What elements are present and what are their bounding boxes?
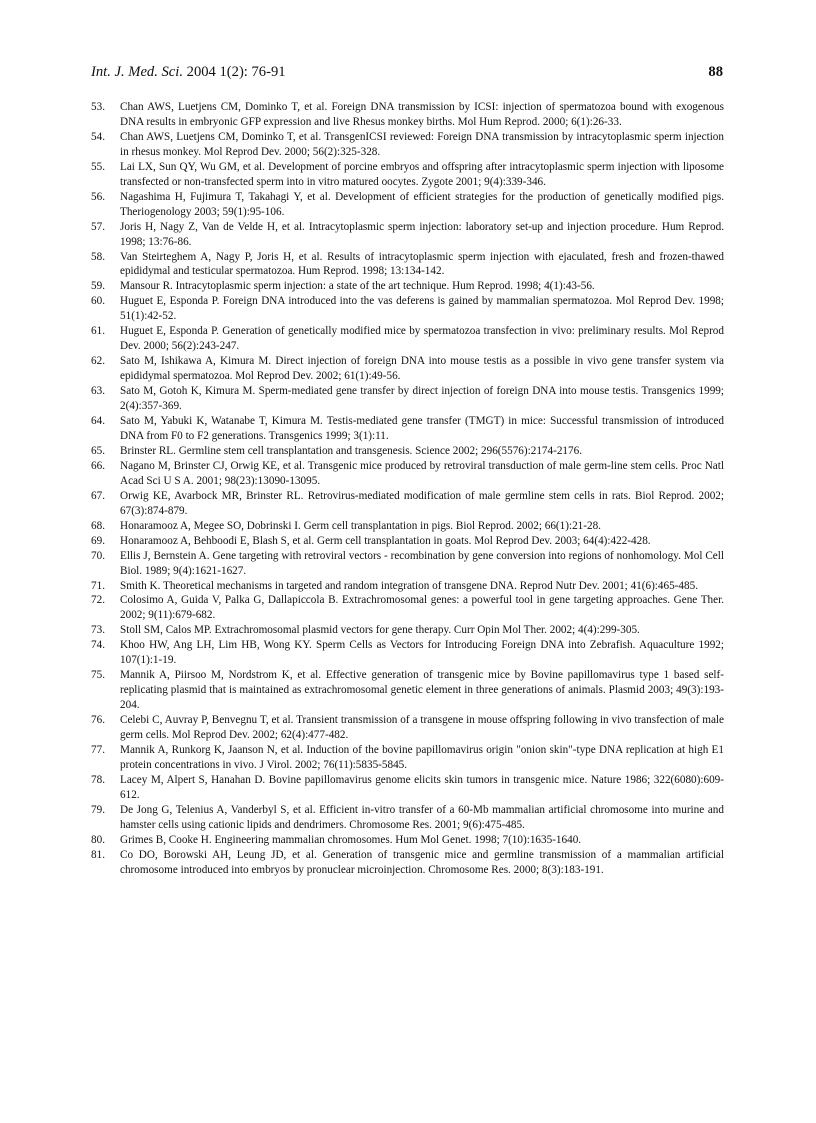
reference-number: 57. <box>91 220 105 233</box>
reference-number: 68. <box>91 519 105 532</box>
reference-item <box>91 593 724 623</box>
reference-number: 61. <box>91 325 105 338</box>
reference-list <box>91 100 724 878</box>
reference-text: Chan AWS, Luetjens CM, Dominko T, et al. Foreign DNA transmission by ICSI: injection of spermatozoa bound with exogenous DNA results in embryonic GFP expression and live Rhesus monkey births. Mol Hum Reprod. 2000; 6(1):26-33. <box>120 101 724 128</box>
reference-number: 59. <box>91 280 105 293</box>
reference-item <box>91 773 724 803</box>
reference-number: 70. <box>91 549 105 562</box>
reference-item <box>91 459 724 489</box>
reference-number: 78. <box>91 773 105 786</box>
reference-number: 75. <box>91 669 105 682</box>
reference-item <box>91 384 724 414</box>
reference-number: 73. <box>91 624 105 637</box>
reference-text: Honaramooz A, Behboodi E, Blash S, et al. Germ cell transplantation in goats. Mol Reprod Dev. 2003; 64(4):422-428. <box>120 534 651 547</box>
reference-item <box>91 190 724 220</box>
reference-number: 53. <box>91 101 105 113</box>
reference-text: Joris H, Nagy Z, Van de Velde H, et al. Intracytoplasmic sperm injection: laboratory set-up and injection procedure. Hum Reprod. 1998; 13:76-86. <box>120 220 724 248</box>
reference-item <box>91 848 724 878</box>
reference-text: Mannik A, Piirsoo M, Nordstrom K, et al. Effective generation of transgenic mice by Bovine papillomavirus type 1 based self-replicating plasmid that is maintained as extrachromosomal genetic element in three generations of animals. Plasmid 2003; 49(3):193-204. <box>120 669 724 712</box>
reference-number: 77. <box>91 743 105 756</box>
reference-text: Nagashima H, Fujimura T, Takahagi Y, et al. Development of efficient strategies for the production of genetically modified pigs. Theriogenology 2003; 59(1):95-106. <box>120 190 724 218</box>
reference-item <box>91 414 724 444</box>
reference-item <box>91 579 724 594</box>
reference-text: Sato M, Yabuki K, Watanabe T, Kimura M. Testis-mediated gene transfer (TMGT) in mice: Successful transmission of introduced DNA from F0 to F2 generations. Transgenics 1999; 3(1):11. <box>120 415 724 442</box>
page-header <box>91 64 723 86</box>
reference-item <box>91 100 724 130</box>
reference-text: Sato M, Gotoh K, Kimura M. Sperm-mediated gene transfer by direct injection of foreign DNA into mouse testis. Transgenics 1999; 2(4):357-369. <box>120 385 724 413</box>
reference-number: 62. <box>91 355 105 368</box>
reference-item <box>91 803 724 833</box>
reference-text: Sato M, Ishikawa A, Kimura M. Direct injection of foreign DNA into mouse testis as a possible in vivo gene transfer system via epididymal spermatozoa. Mol Reprod Dev. 2002; 61(1):49-56. <box>120 355 724 383</box>
reference-text: Stoll SM, Calos MP. Extrachromosomal plasmid vectors for gene therapy. Curr Opin Mol Ther. 2002; 4(4):299-305. <box>120 624 640 637</box>
reference-number: 58. <box>91 250 105 263</box>
reference-number: 63. <box>91 385 105 398</box>
reference-item <box>91 743 724 773</box>
reference-text: Huguet E, Esponda P. Foreign DNA introduced into the vas deferens is gained by mammalian spermatozoa. Mol Reprod Dev. 1998; 51(1):42-52. <box>120 295 724 323</box>
reference-item <box>91 444 724 459</box>
reference-number: 81. <box>91 848 105 861</box>
reference-text: Co DO, Borowski AH, Leung JD, et al. Generation of transgenic mice and germline transmission of a mammalian artificial chromosome introduced into embryos by pronuclear microinjection. Chromosome Res. 2000; 8(3):183-191. <box>120 848 724 876</box>
reference-number: 79. <box>91 803 105 816</box>
reference-number: 56. <box>91 190 105 203</box>
reference-item <box>91 279 724 294</box>
reference-item <box>91 324 724 354</box>
journal-volume-pages: 2004 1(2): 76-91 <box>183 64 286 80</box>
reference-item <box>91 833 724 848</box>
reference-number: 69. <box>91 534 105 547</box>
reference-item <box>91 519 724 534</box>
reference-text: Celebi C, Auvray P, Benvegnu T, et al. Transient transmission of a transgene in mouse offspring following in vivo transfection of male germ cells. Mol Reprod Dev. 2002; 62(4):477-482. <box>120 714 724 742</box>
reference-text: Brinster RL. Germline stem cell transplantation and transgenesis. Science 2002; 296(5576):2174-2176. <box>120 444 583 457</box>
page-number: 88 <box>708 64 723 80</box>
reference-number: 64. <box>91 415 105 428</box>
reference-number: 74. <box>91 639 105 652</box>
reference-text: Honaramooz A, Megee SO, Dobrinski I. Germ cell transplantation in pigs. Biol Reprod. 2002; 66(1):21-28. <box>120 519 601 532</box>
reference-text: Chan AWS, Luetjens CM, Dominko T, et al. TransgenICSI reviewed: Foreign DNA transmission by intracytoplasmic sperm injection in rhesus monkey. Mol Reprod Dev. 2000; 56(2):325-328. <box>120 130 724 158</box>
reference-item <box>91 294 724 324</box>
journal-abbrev: Int. J. Med. Sci. <box>91 64 183 80</box>
reference-text: Colosimo A, Guida V, Palka G, Dallapiccola B. Extrachromosomal genes: a powerful tool in gene targeting approaches. Gene Ther. 2002; 9(11):679-682. <box>120 594 724 622</box>
reference-item <box>91 250 724 280</box>
reference-number: 67. <box>91 489 105 502</box>
reference-item <box>91 549 724 579</box>
reference-text: Grimes B, Cooke H. Engineering mammalian chromosomes. Hum Mol Genet. 1998; 7(10):1635-1640. <box>120 833 582 846</box>
reference-item <box>91 713 724 743</box>
reference-item <box>91 623 724 638</box>
reference-number: 54. <box>91 130 105 143</box>
reference-number: 60. <box>91 295 105 308</box>
reference-text: Smith K. Theoretical mechanisms in targeted and random integration of transgene DNA. Reprod Nutr Dev. 2001; 41(6):465-485. <box>120 579 698 592</box>
reference-text: Mannik A, Runkorg K, Jaanson N, et al. Induction of the bovine papillomavirus origin "onion skin"-type DNA replication at high E1 protein concentrations in vivo. J Virol. 2002; 76(11):5835-5845. <box>120 743 724 771</box>
reference-number: 55. <box>91 160 105 173</box>
reference-text: Ellis J, Bernstein A. Gene targeting with retroviral vectors - recombination by gene conversion into regions of nonhomology. Mol Cell Biol. 1989; 9(4):1621-1627. <box>120 549 724 577</box>
reference-text: Huguet E, Esponda P. Generation of genetically modified mice by spermatozoa transfection in vivo: preliminary results. Mol Reprod Dev. 2000; 56(2):243-247. <box>120 325 724 353</box>
reference-text: Lai LX, Sun QY, Wu GM, et al. Development of porcine embryos and offspring after intracytoplasmic sperm injection with liposome transfected or non-transfected sperm into in vitro matured oocytes. Zygote 2001; 9(4):339-346. <box>120 160 724 188</box>
reference-text: Nagano M, Brinster CJ, Orwig KE, et al. Transgenic mice produced by retroviral transduction of male germ-line stem cells. Proc Natl Acad Sci U S A. 2001; 98(23):13090-13095. <box>120 459 724 487</box>
reference-item <box>91 160 724 190</box>
reference-item <box>91 354 724 384</box>
reference-number: 66. <box>91 459 105 472</box>
reference-text: Van Steirteghem A, Nagy P, Joris H, et al. Results of intracytoplasmic sperm injection with ejaculated, fresh and frozen-thawed epididymal and testicular spermatozoa. Hum Reprod. 1998; 13:134-142. <box>120 250 724 278</box>
reference-number: 76. <box>91 714 105 727</box>
reference-item <box>91 220 724 250</box>
reference-text: De Jong G, Telenius A, Vanderbyl S, et al. Efficient in-vitro transfer of a 60-Mb mammalian artificial chromosome into murine and hamster cells using cationic lipids and dendrimers. Chromosome Res. 2001; 9(6):475-485. <box>120 803 724 831</box>
reference-text: Mansour R. Intracytoplasmic sperm injection: a state of the art technique. Hum Reprod. 1998; 4(1):43-56. <box>120 280 595 293</box>
reference-number: 80. <box>91 833 105 846</box>
journal-citation <box>91 64 286 81</box>
reference-item <box>91 638 724 668</box>
reference-number: 65. <box>91 444 105 457</box>
reference-item <box>91 668 724 713</box>
reference-text: Khoo HW, Ang LH, Lim HB, Wong KY. Sperm Cells as Vectors for Introducing Foreign DNA into Zebrafish. Aquaculture 1992; 107(1):1-19. <box>120 639 724 667</box>
reference-number: 72. <box>91 594 105 607</box>
reference-number: 71. <box>91 579 105 592</box>
reference-item <box>91 130 724 160</box>
reference-item <box>91 489 724 519</box>
reference-text: Orwig KE, Avarbock MR, Brinster RL. Retrovirus-mediated modification of male germline stem cells in rats. Biol Reprod. 2002; 67(3):874-879. <box>120 489 724 517</box>
reference-item <box>91 534 724 549</box>
reference-text: Lacey M, Alpert S, Hanahan D. Bovine papillomavirus genome elicits skin tumors in transgenic mice. Nature 1986; 322(6080):609-612. <box>120 773 724 801</box>
